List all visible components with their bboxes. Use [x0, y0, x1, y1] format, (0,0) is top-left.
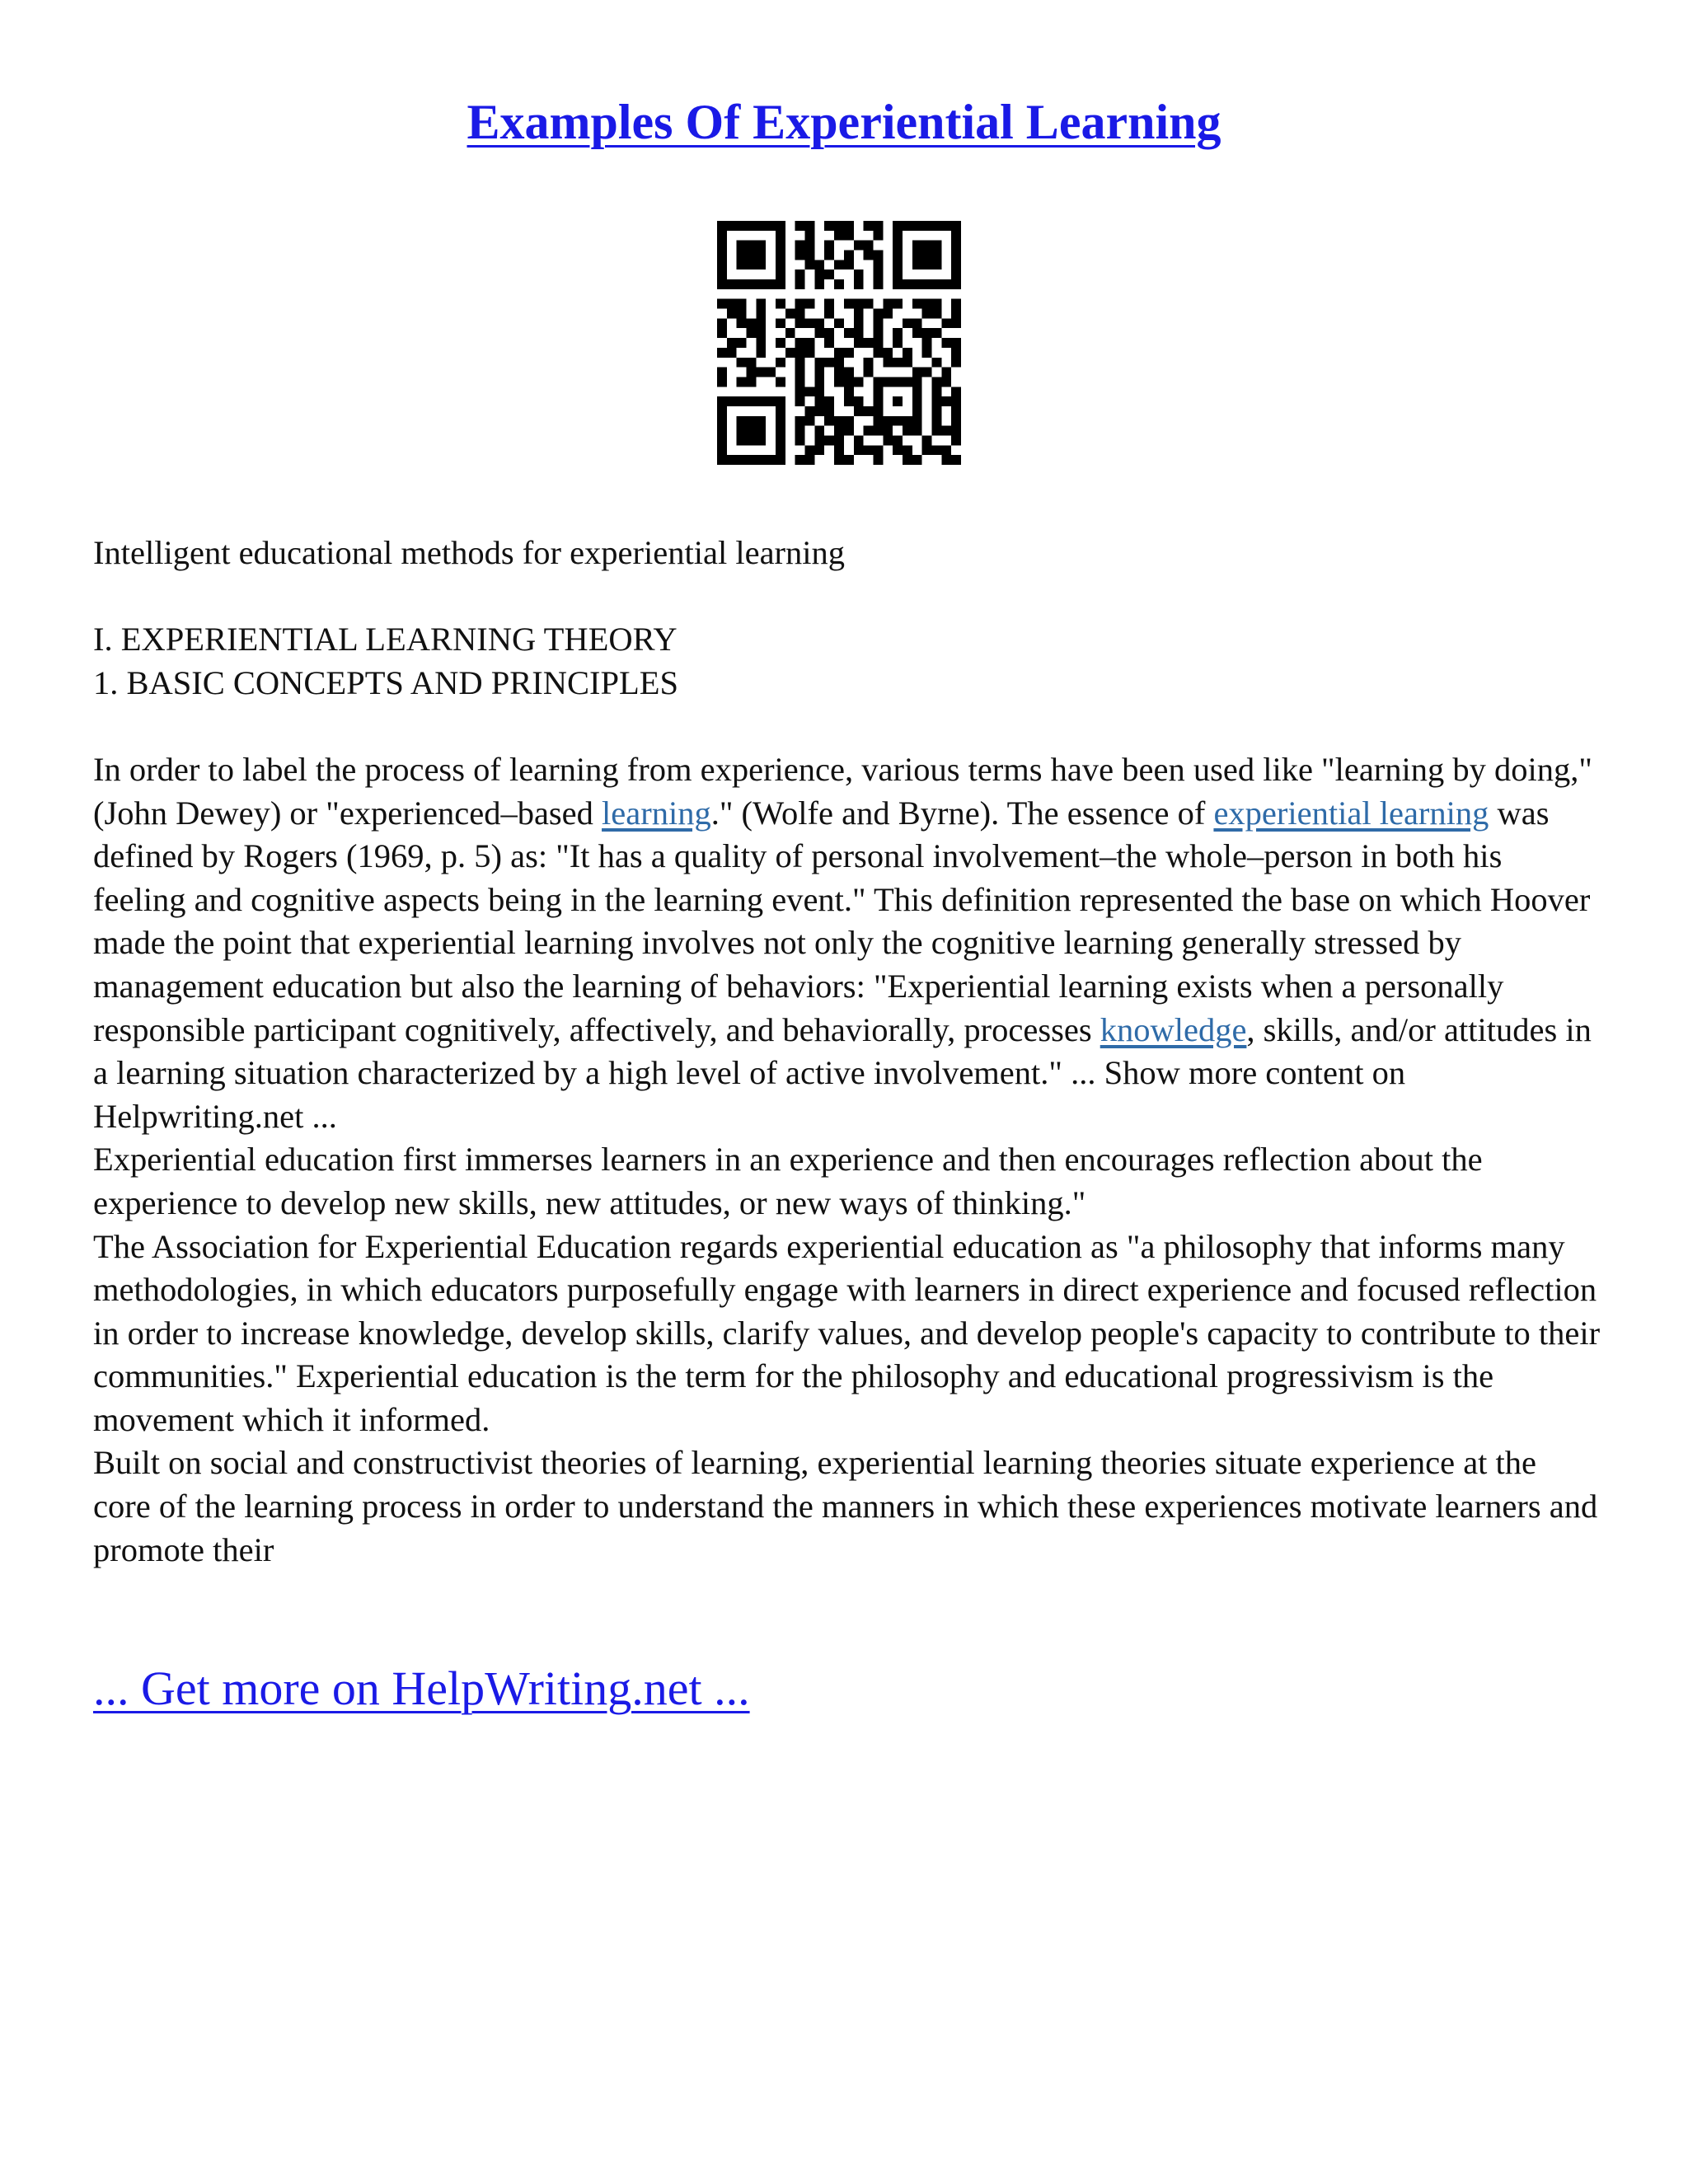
qr-code-icon [717, 221, 961, 465]
get-more-link[interactable]: ... Get more on HelpWriting.net ... [93, 1661, 750, 1715]
section-heading: I. EXPERIENTIAL LEARNING THEORY [93, 621, 678, 658]
page-title [0, 92, 1688, 152]
paragraph-1 [93, 748, 1601, 1138]
link-experiential-learning[interactable]: experiential learning [1213, 794, 1489, 832]
link-knowledge[interactable]: knowledge [1100, 1010, 1247, 1048]
paragraph-1-text: , skills, and/or attitudes in a learning situation characterized by a high level of active involvement." ... Show more content on Helpwriting.net ... [93, 1010, 1592, 1135]
subsection-heading: 1. BASIC CONCEPTS AND PRINCIPLES [93, 663, 679, 701]
title-link[interactable]: Examples Of Experiential Learning [467, 95, 1221, 149]
paragraph-1-text: was defined by Rogers (1969, p. 5) as: "It has a quality of personal involvement–the whole–person in both his feeling and cognitive aspects being in the learning event." This definition represented the base on which Hoover made the point that experiential learning involves not only the cognitive learning generally stressed by management education but also the learning of behaviors: "Experiential learning exists when a personally responsible participant cognitively, affectively, and behaviorally, processes [93, 794, 1591, 1048]
get-more-section [93, 1660, 750, 1718]
paragraph-3: The Association for Experiential Education regards experiential education as "a philosophy that informs many methodologies, in which educators purposefully engage with learners in direct experience and focused reflection in order to increase knowledge, develop skills, clarify values, and develop people's capacity to contribute to their communities." Experiential education is the term for the philosophy and educational progressivism is the movement which it informed. [93, 1227, 1601, 1438]
subtitle: Intelligent educational methods for experiential learning [93, 534, 846, 571]
paragraph-1-text: ." (Wolfe and Byrne). The essence of [710, 794, 1214, 832]
article-body [93, 532, 1601, 1572]
paragraph-4: Built on social and constructivist theories of learning, experiential learning theories situate experience at the core of the learning process in order to understand the manners in which these experiences motivate learners and promote their [93, 1444, 1598, 1568]
paragraph-1-text: In order to label the process of learning from experience, various terms have been used like "learning by doing," (John Dewey) or "experienced–based [93, 750, 1592, 832]
link-learning[interactable]: learning [602, 794, 711, 832]
paragraph-2: Experiential education first immerses learners in an experience and then encourages reflection about the experience to develop new skills, new attitudes, or new ways of thinking." [93, 1141, 1483, 1221]
